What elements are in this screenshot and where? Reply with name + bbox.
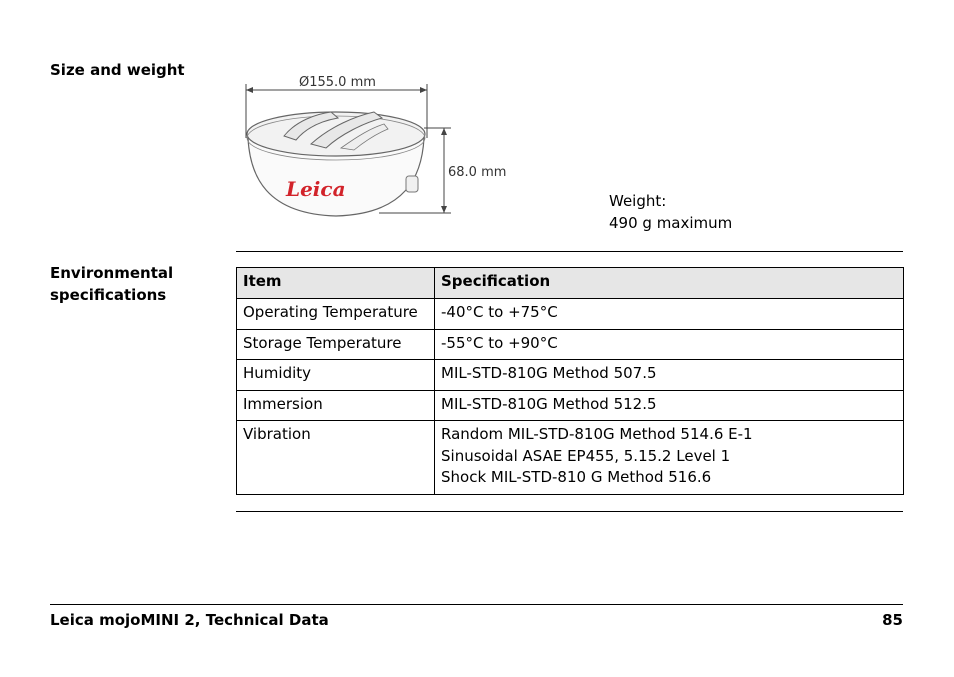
header-specification: Specification <box>435 268 904 299</box>
spec-line: Random MIL-STD-810G Method 514.6 E-1 <box>441 425 753 443</box>
page-number: 85 <box>882 611 903 629</box>
heading-line-1: Environmental <box>50 264 174 282</box>
table-row <box>237 329 904 360</box>
row-spec: -55°C to +90°C <box>435 329 904 360</box>
table-row <box>237 390 904 421</box>
weight-value: 490 g maximum <box>609 214 733 232</box>
leica-logo: Leica <box>286 177 346 201</box>
section-divider-bottom <box>236 511 903 512</box>
section-heading-environmental <box>50 262 220 306</box>
row-spec: -40°C to +75°C <box>435 299 904 330</box>
row-item: Operating Temperature <box>237 299 435 330</box>
section-heading-size-weight: Size and weight <box>50 61 185 79</box>
table-header-row <box>237 268 904 299</box>
antenna-dimension-figure <box>236 66 536 226</box>
weight-label: Weight: <box>609 192 667 210</box>
row-item: Storage Temperature <box>237 329 435 360</box>
table-row <box>237 360 904 391</box>
row-item: Immersion <box>237 390 435 421</box>
diameter-label: Ø155.0 mm <box>299 75 376 90</box>
footer-title: Leica mojoMINI 2, Technical Data <box>50 611 329 629</box>
table-row <box>237 299 904 330</box>
row-item: Vibration <box>237 421 435 495</box>
header-item: Item <box>237 268 435 299</box>
spec-line: Shock MIL-STD-810 G Method 516.6 <box>441 468 712 486</box>
row-spec: MIL-STD-810G Method 512.5 <box>435 390 904 421</box>
height-label: 68.0 mm <box>448 165 507 180</box>
weight-info <box>609 190 732 234</box>
footer-divider <box>50 604 903 605</box>
heading-line-2: specifications <box>50 286 167 304</box>
environmental-spec-table <box>236 267 904 495</box>
section-divider-top <box>236 251 903 252</box>
table-row <box>237 421 904 495</box>
row-spec: MIL-STD-810G Method 507.5 <box>435 360 904 391</box>
row-spec-multiline <box>435 421 904 495</box>
row-item: Humidity <box>237 360 435 391</box>
spec-line: Sinusoidal ASAE EP455, 5.15.2 Level 1 <box>441 446 731 465</box>
